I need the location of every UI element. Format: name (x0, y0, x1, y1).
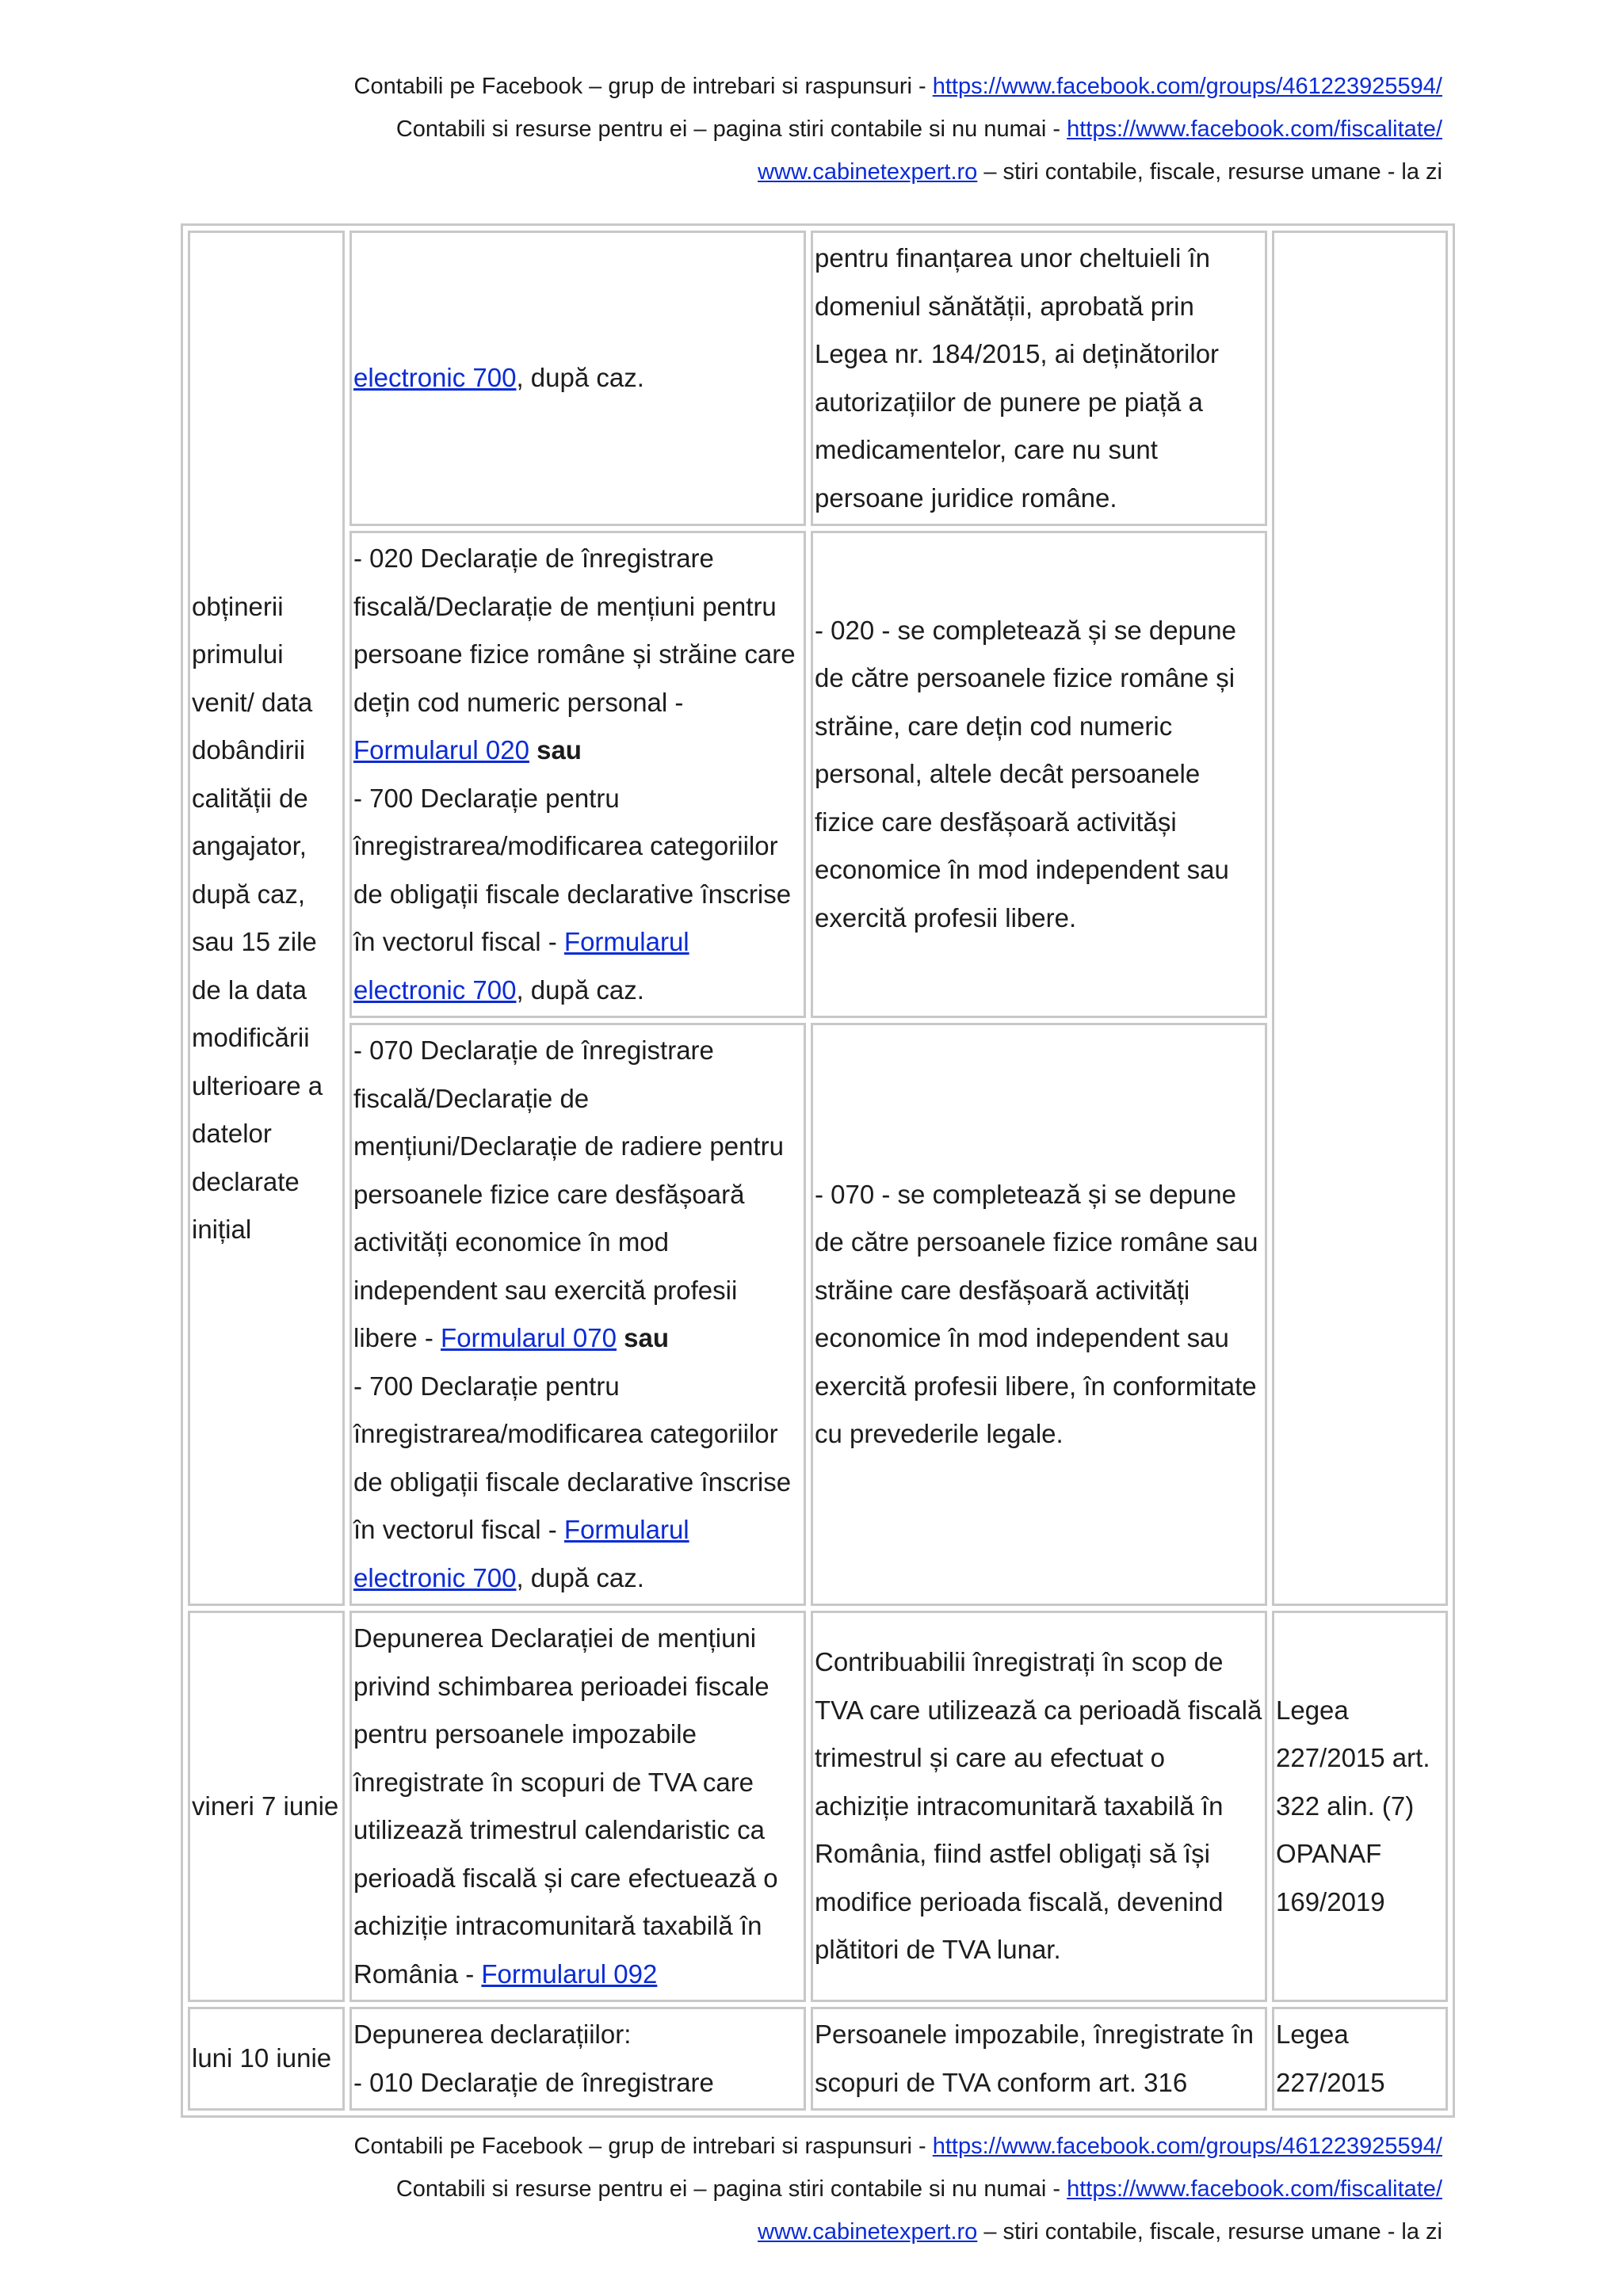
date-text: vineri 7 iunie (192, 1791, 339, 1821)
taxpayers-cell (811, 231, 1267, 526)
legal-basis-cell (1272, 231, 1448, 1606)
taxpayers-text: - 020 - se completează și se depune de către persoanele fizice române și străine, care dețin cod numeric personal, altele decât persoanele fizice care desfășoară activitășі economice în mod independent sau exercită profesii libere. (815, 615, 1236, 933)
page-footer (354, 2125, 1443, 2253)
header-group-link[interactable]: https://www.facebook.com/groups/461223925594/ (932, 74, 1442, 99)
table-row (188, 1023, 1448, 1606)
obligation-text: , după caz. (516, 1562, 644, 1592)
sau-label: sau (616, 1323, 670, 1352)
legal-basis-text: Legea 227/2015 art. 322 alin. (7) OPANAF 169/2019 (1276, 1695, 1430, 1917)
footer-line-website (354, 2210, 1443, 2253)
taxpayers-cell (811, 1023, 1267, 1606)
obligation-text: - 700 Declarație pentru înregistrarea/modificarea categoriilor de obligații fiscale declarative înscrise în vectorul fiscal - (353, 783, 792, 956)
obligation-700-block (353, 775, 804, 1015)
table-row (188, 2007, 1448, 2111)
date-cell (188, 1611, 345, 2002)
header-line-website (354, 151, 1443, 193)
taxpayers-text: - 070 - se completează și se depune de către persoanele fizice române sau străine care desfășoară activități economice în mod independent sau exercită profesii libere, în conformitate cu prevederile legale. (815, 1179, 1258, 1448)
sau-label: sau (529, 735, 582, 765)
date-cell (188, 2007, 345, 2111)
obligation-text: , după caz. (516, 363, 644, 393)
footer-website-text: – stiri contabile, fiscale, resurse umane - la zi (977, 2219, 1442, 2245)
footer-group-link[interactable]: https://www.facebook.com/groups/461223925594/ (932, 2134, 1442, 2159)
header-line-facebook-page (354, 108, 1443, 151)
header-line-facebook-group (354, 65, 1443, 108)
taxpayers-cell (811, 531, 1267, 1018)
obligation-text: - 700 Declarație pentru înregistrarea/modificarea categoriilor de obligații fiscale declarative înscrise în vectorul fiscal - (353, 1371, 792, 1544)
table-row (188, 1611, 1448, 2002)
form-700-link[interactable]: Formularul electronic 700 (353, 1515, 689, 1592)
form-070-link[interactable]: Formularul 070 (441, 1323, 617, 1352)
legal-basis-cell (1272, 1611, 1448, 2002)
taxpayers-text: Contribuabilii înregistrați în scop de TVA care utilizează ca perioadă fiscală trimestrul și care au efectuat o achiziție intracomunitară taxabilă în România, fiind astfel obligați să își modifice perioada fiscală, devenind plătitori de TVA lunar. (815, 1647, 1262, 1965)
legal-basis-text: Legea 227/2015 (1276, 2019, 1385, 2097)
date-text: obținerii primului venit/ data dobândirii calității de angajator, după caz, sau 15 zile de la data modificării ulterioare a datelor declarate inițial (192, 591, 323, 1244)
footer-line-facebook-group (354, 2125, 1443, 2168)
obligation-text: Depunerea declarațiilor: (353, 2019, 632, 2049)
obligation-text: - 070 Declarație de înregistrare fiscală/Declarație de mențiuni/Declarație de radiere pentru persoanele fizice care desfășoară activități economice în mod independent sau exercită profesii libere - (353, 1035, 784, 1352)
obligation-text: - 010 Declarație de înregistrare (353, 2067, 714, 2097)
form-092-link[interactable]: Formularul 092 (481, 1958, 658, 1989)
obligation-text: Depunerea Declarației de mențiuni privind schimbarea perioadei fiscale pentru persoanele impozabile înregistrate în scopuri de TVA care utilizează trimestrul calendaristic ca perioadă fiscală și care efectuează o achiziție intracomunitară taxabilă în România - (353, 1623, 778, 1989)
header-page-link[interactable]: https://www.facebook.com/fiscalitate/ (1067, 116, 1442, 142)
header-website-link[interactable]: www.cabinetexpert.ro (758, 159, 978, 185)
obligation-cell (349, 1023, 806, 1606)
obligation-cell (349, 531, 806, 1018)
obligation-cell (349, 231, 806, 526)
taxpayers-cell (811, 1611, 1267, 2002)
taxpayers-cell (811, 2007, 1267, 2111)
table-row (188, 531, 1448, 1018)
obligation-700-block (353, 1363, 804, 1603)
page-header (354, 65, 1443, 193)
table-row (188, 231, 1448, 526)
form-700-link[interactable]: Formularul electronic 700 (353, 927, 689, 1005)
form-700-link[interactable]: electronic 700 (353, 363, 517, 393)
obligation-text: , după caz. (516, 974, 644, 1005)
obligation-text: - 020 Declarație de înregistrare fiscală/Declarație de mențiuni pentru persoane fizice române și străine care dețin cod numeric personal - (353, 543, 796, 717)
footer-page-link[interactable]: https://www.facebook.com/fiscalitate/ (1067, 2176, 1442, 2202)
header-website-text: – stiri contabile, fiscale, resurse umane - la zi (977, 159, 1442, 185)
footer-group-text: Contabili pe Facebook – grup de intrebari si raspunsuri - (353, 2134, 933, 2159)
footer-website-link[interactable]: www.cabinetexpert.ro (758, 2219, 978, 2245)
taxpayers-text: pentru finanțarea unor cheltuieli în domeniul sănătății, aprobată prin Legea nr. 184/2015, ai deținătorilor autorizațiilor de punere pe piață a medicamentelor, care nu sunt persoane juridice române. (815, 243, 1220, 513)
header-group-text: Contabili pe Facebook – grup de intrebari si raspunsuri - (353, 74, 933, 99)
footer-page-text: Contabili si resurse pentru ei – pagina stiri contabile si nu numai - (395, 2176, 1067, 2202)
legal-basis-cell (1272, 2007, 1448, 2111)
form-020-link[interactable]: Formularul 020 (353, 735, 529, 765)
header-page-text: Contabili si resurse pentru ei – pagina stiri contabile si nu numai - (395, 116, 1067, 142)
obligation-cell (349, 1611, 806, 2002)
obligation-cell (349, 2007, 806, 2111)
fiscal-calendar-table (181, 223, 1455, 2118)
footer-line-facebook-page (354, 2168, 1443, 2210)
date-text: luni 10 iunie (192, 2043, 332, 2073)
date-cell (188, 231, 345, 1606)
taxpayers-text: Persoanele impozabile, înregistrate în scopuri de TVA conform art. 316 (815, 2019, 1254, 2097)
